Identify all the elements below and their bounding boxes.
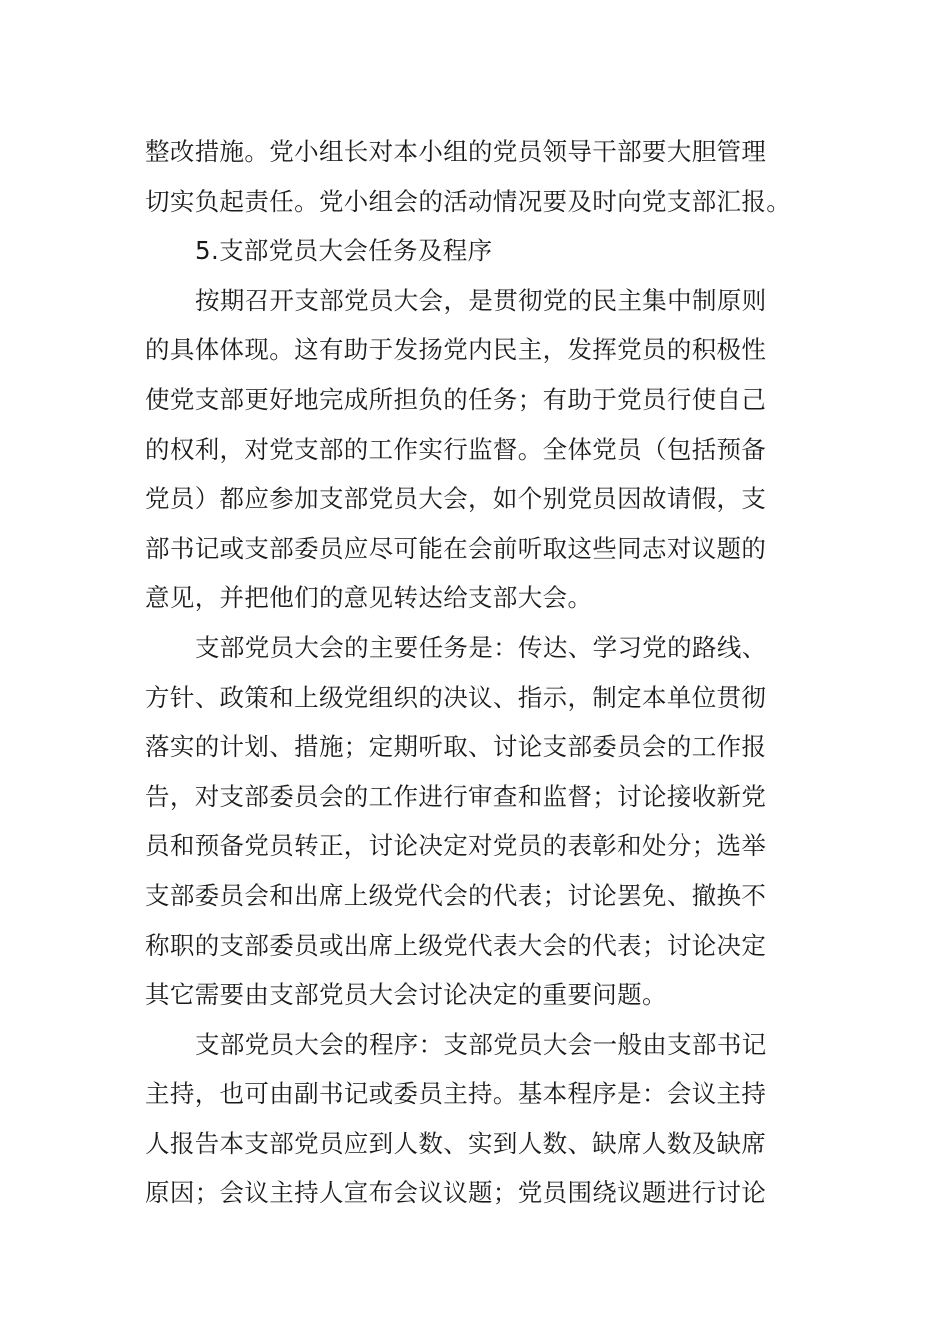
text-line: 整改措施。党小组长对本小组的党员领导干部要大胆管理 [145, 137, 767, 166]
text-line: 落实的计划、措施；定期听取、讨论支部委员会的工作报 [145, 732, 767, 762]
text-line: 部书记或支部委员应尽可能在会前听取这些同志对议题的 [145, 533, 767, 563]
text-line: 人报告本支部党员应到人数、实到人数、缺席人数及缺席 [145, 1128, 767, 1158]
body-text [145, 127, 807, 1218]
text-line: 告，对支部委员会的工作进行审查和监督；讨论接收新党 [145, 781, 767, 811]
paragraph-first-line: 支部党员大会的程序：支部党员大会一般由支部书记 [195, 1029, 767, 1059]
text-line: 方针、政策和上级党组织的决议、指示，制定本单位贯彻 [145, 682, 767, 712]
text-line: 的具体体现。这有助于发扬党内民主，发挥党员的积极性 [145, 335, 767, 365]
text-line: 称职的支部委员或出席上级党代表大会的代表；讨论决定 [145, 930, 767, 960]
paragraph-first-line: 5.支部党员大会任务及程序 [195, 236, 493, 266]
text-line: 切实负起责任。党小组会的活动情况要及时向党支部汇报。 [145, 186, 792, 216]
text-line: 党员）都应参加支部党员大会，如个别党员因故请假，支 [145, 484, 767, 514]
text-line: 使党支部更好地完成所担负的任务；有助于党员行使自己 [145, 384, 767, 414]
text-line: 支部委员会和出席上级党代会的代表；讨论罢免、撤换不 [145, 880, 767, 910]
paragraph-first-line: 支部党员大会的主要任务是：传达、学习党的路线、 [195, 632, 767, 662]
text-line: 的权利，对党支部的工作实行监督。全体党员（包括预备 [145, 434, 767, 464]
text-line: 员和预备党员转正，讨论决定对党员的表彰和处分；选举 [145, 831, 767, 861]
text-line: 意见，并把他们的意见转达给支部大会。 [145, 583, 593, 613]
text-line: 主持，也可由副书记或委员主持。基本程序是：会议主持 [145, 1079, 767, 1109]
text-line: 其它需要由支部党员大会讨论决定的重要问题。 [145, 980, 667, 1010]
text-line: 原因；会议主持人宣布会议议题；党员围绕议题进行讨论 [145, 1178, 767, 1208]
paragraph-first-line: 按期召开支部党员大会，是贯彻党的民主集中制原则 [195, 285, 767, 315]
